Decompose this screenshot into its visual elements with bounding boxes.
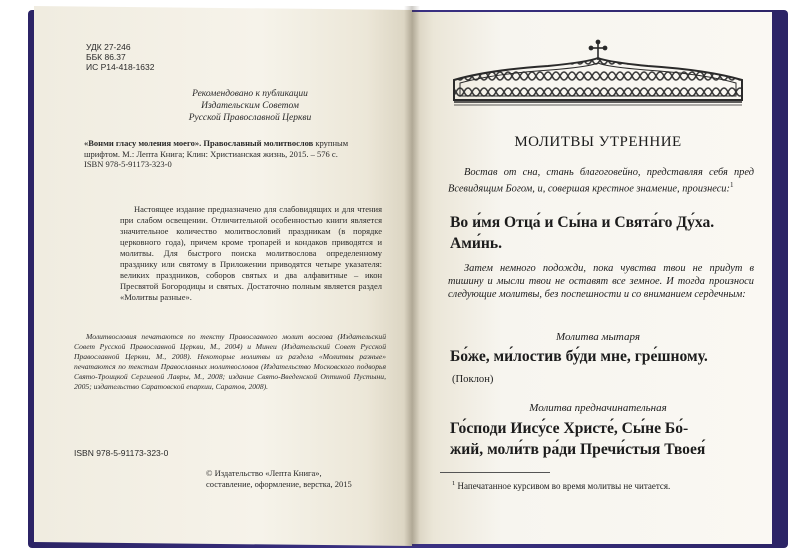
prayer-mytar: Бо́же, ми́лостив бу́ди мне, гре́шному. (450, 348, 708, 365)
recommendation-block (140, 88, 360, 124)
recommendation-line: Издательским Советом (201, 101, 299, 111)
recommendation-line: Русской Православной Церкви (188, 113, 312, 123)
prayer-line: Го́споди Иису́се Христе́, Сы́не Бо́- (450, 420, 689, 437)
prayer-trinity (450, 212, 756, 254)
copyright-line: составление, оформление, верстка, 2015 (206, 479, 352, 489)
annotation: Настоящее издание предназначено для слабовидящих и для чтения при слабом освещении. Отличительной особенностью книги является значительное количество молитвословий праздникам (в порядке церковного года), причем кроме тропарей и кондаков приводятся и молитвы. Для быстрого поиска молитвослова определенному празднику или святому в Приложении приводятся четыре указателя: великих праздников, соборов святых и два алфавитные – икон Пресвятой Богородицы и святых. Достаточно полным является раздел «Молитвы разные». (120, 204, 382, 302)
izd-code: ИС Р14-418-1632 (86, 62, 155, 72)
ornament-headpiece-icon (448, 36, 748, 116)
book-gutter (404, 6, 420, 546)
instruction-1 (448, 166, 754, 196)
footnote-text: Напечатанное курсивом во время молитвы не читается. (457, 481, 671, 491)
footnote-mark: 1 (729, 181, 734, 190)
prayer-title-mytar: Молитва мытаря (556, 331, 640, 343)
recommendation-line: Рекомендовано к публикации (192, 89, 308, 99)
source-note: Молитвословия печатаются по тексту Православного молит вослова (Издательский Совет Русской Православной Церкви, М., 2004) и Минеи (Издательский Совет Русской Православной Церкви, М., 2008). Некоторые молитвы из раздела «Молитвы разные» печатаются по текстам Православных молитвословов (Издательство Московского подворья Свято-Троицкой Сергиевой Лавры, М., 2008; издание Свято-Введенской Оптиной Пустыни, 2005; издательство Саратовской епархии, Саратов, 2008). (74, 332, 386, 391)
footnote-number: 1 (452, 480, 456, 487)
prayer-line: жий, моли́тв ра́ди Пречи́стыя Твоея́ (450, 441, 706, 458)
classification-codes (86, 42, 155, 72)
prayer-line: Во и́мя Отца́ и Сы́на и Свята́го Ду́ха. (450, 214, 715, 231)
isbn-top: ISBN 978-5-91173-323-0 (84, 159, 172, 169)
copyright-block (206, 468, 396, 490)
udc-code: УДК 27-246 (86, 42, 131, 52)
bibliographic-title: «Вонми гласу моления моего». (84, 138, 202, 148)
footnote (452, 480, 670, 491)
isbn-bottom: ISBN 978-5-91173-323-0 (74, 448, 169, 458)
prayer-initial (450, 418, 756, 460)
footnote-divider (440, 472, 550, 473)
bibliographic-record (84, 138, 384, 170)
prayer-line: Ами́нь. (450, 235, 502, 252)
bibliographic-rest: крупным шрифтом. М.: Лепта Книга; Клин: Христианская жизнь, 2015. – 576 с. (84, 138, 349, 159)
poklon-note: (Поклон) (452, 374, 494, 385)
copyright-line: © Издательство «Лепта Книга», (206, 468, 322, 478)
instruction-1-text: Востав от сна, стань благоговейно, представляя себя пред Всевидящим Богом, и, совершая крестное знамение, произнеси: (448, 167, 754, 195)
section-heading: МОЛИТВЫ УТРЕННИЕ (514, 134, 682, 150)
bibliographic-subtitle: Православный молитвослов (203, 138, 314, 148)
bbk-code: ББК 86.37 (86, 52, 126, 62)
instruction-2: Затем немного подожди, пока чувства твои не придут в тишину и мысли твои не оставят все земное. И тогда произноси следующие молитвы, без поспешности и со вниманием сердечным: (448, 263, 754, 301)
prayer-title-initial: Молитва предначинательная (529, 402, 667, 414)
